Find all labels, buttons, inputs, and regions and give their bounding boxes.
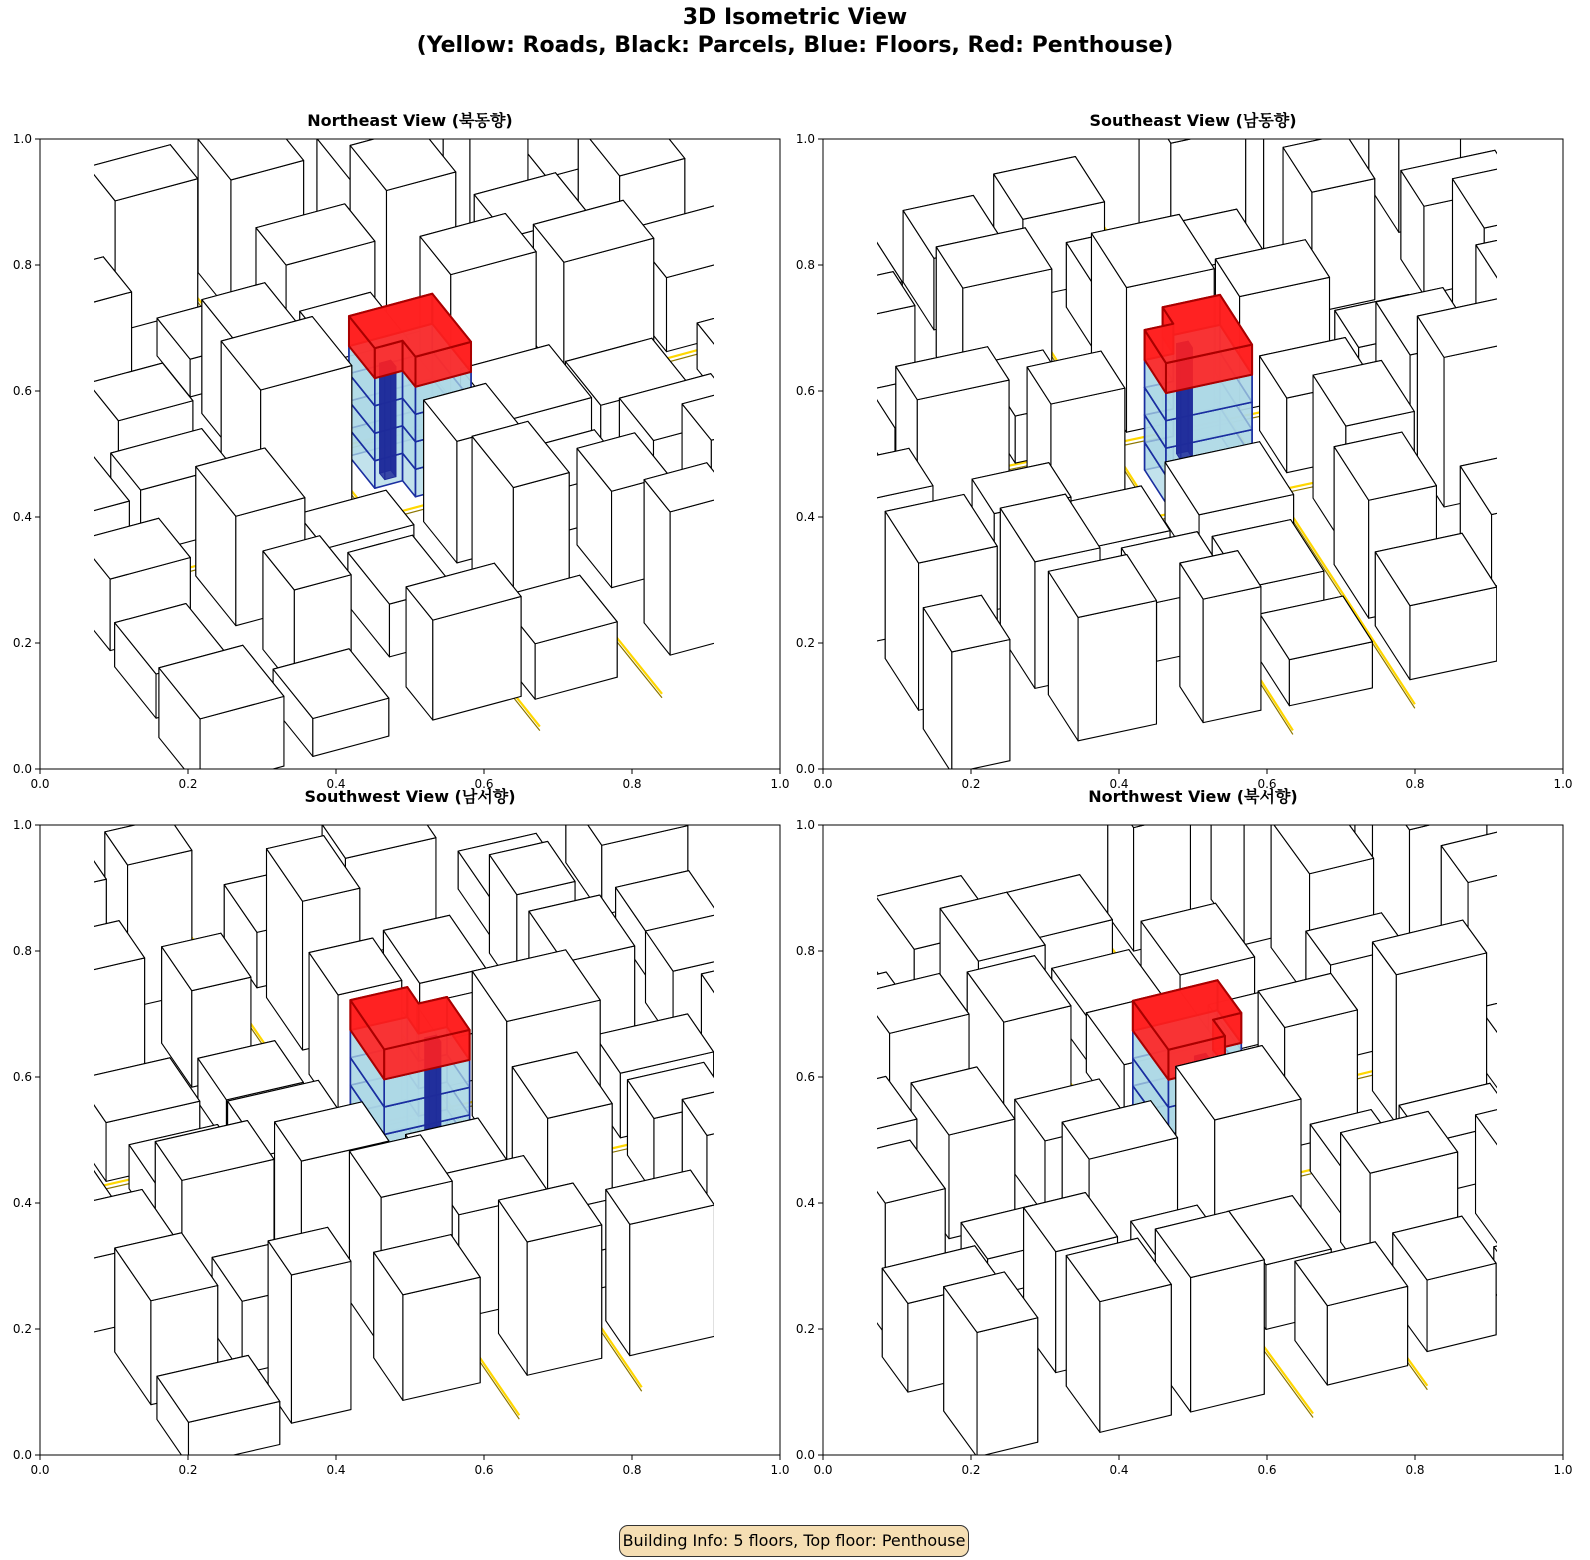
parcel-building [157,1355,280,1465]
x-tick-label: 0.8 [622,1463,642,1477]
panel-title-southwest: Southwest View (남서향) [304,787,516,806]
x-tick-label: 0.0 [30,777,50,791]
parcel-building [0,321,81,519]
x-tick-label: 0.6 [1257,1463,1277,1477]
scene-group [0,49,954,789]
parcel-building [0,1028,56,1199]
parcel-building [1503,481,1590,644]
x-tick-label: 0.8 [1405,777,1425,791]
building-info-box: Building Info: 5 floors, Top floor: Penthouse [619,1525,969,1557]
y-tick-label: 0.6 [12,384,32,398]
y-tick-label: 0.4 [795,1196,815,1210]
y-tick-label: 0.6 [795,384,815,398]
parcel-building [1066,1238,1171,1432]
x-tick-label: 1.0 [1553,777,1573,791]
x-tick-label: 0.2 [178,777,198,791]
y-tick-label: 0.8 [795,944,815,958]
parcel-building [1494,1225,1590,1333]
parcel-building [268,1227,351,1423]
x-tick-label: 0.8 [1405,1463,1425,1477]
y-tick-label: 0.4 [12,1196,32,1210]
isometric-scene-0 [12,132,790,791]
x-tick-label: 1.0 [770,777,790,791]
x-tick-label: 0.2 [961,1463,981,1477]
y-tick-label: 1.0 [795,818,815,832]
y-tick-label: 0.8 [12,944,32,958]
x-tick-label: 1.0 [1553,1463,1573,1477]
scene-group [658,48,1590,773]
y-tick-label: 0.8 [795,258,815,272]
parcel-building [273,649,389,757]
y-tick-label: 0.4 [795,510,815,524]
y-tick-label: 1.0 [12,818,32,832]
parcel-building [701,956,811,1100]
axes-northwest-view [795,818,1573,1477]
y-tick-label: 0.4 [12,510,32,524]
y-tick-label: 0.2 [795,636,815,650]
x-tick-label: 1.0 [770,1463,790,1477]
parcel-building [768,1033,873,1200]
y-tick-label: 0.0 [12,762,32,776]
parcel-building [644,463,733,655]
parcel-building [944,1272,1038,1457]
parcel-building [606,1170,715,1356]
parcel-building [374,1235,480,1401]
isometric-scene-3 [795,818,1573,1477]
parcel-building [0,209,91,366]
isometric-scene-1 [795,132,1573,791]
x-tick-label: 0.4 [326,1463,346,1477]
parcel-building [1515,328,1590,494]
x-tick-label: 0.4 [1109,1463,1129,1477]
scene-group [651,724,1590,1457]
x-tick-label: 0.6 [474,1463,494,1477]
parcel-building [1476,1098,1569,1246]
parcel-building [1532,1000,1590,1166]
axes-southeast-view [795,132,1573,791]
parcel-building [1295,1242,1408,1385]
x-tick-label: 0.0 [813,777,833,791]
x-tick-label: 0.6 [1257,777,1277,791]
panel-title-northeast: Northeast View (북동향) [307,111,513,130]
y-tick-label: 0.6 [12,1070,32,1084]
core-shaft [380,360,396,479]
y-tick-label: 0.0 [795,1448,815,1462]
y-tick-label: 0.2 [12,1322,32,1336]
y-tick-label: 0.6 [795,1070,815,1084]
scene-group [0,773,928,1465]
parcel-building [1568,1139,1590,1243]
parcel-building [1180,551,1261,723]
y-tick-label: 1.0 [795,132,815,146]
parcel-building [159,645,284,788]
x-tick-label: 0.2 [961,777,981,791]
x-tick-label: 0.0 [813,1463,833,1477]
parcel-building [1048,555,1156,741]
y-tick-label: 1.0 [12,132,32,146]
x-tick-label: 0.0 [30,1463,50,1477]
parcel-building [0,834,106,1047]
axes-northeast-view [12,132,790,791]
parcel-building [406,563,521,720]
figure-title-line2: (Yellow: Roads, Black: Parcels, Blue: Floors, Red: Penthouse) [416,33,1174,58]
parcel-building [0,274,38,466]
y-tick-label: 0.2 [795,1322,815,1336]
parcel-building [1573,360,1590,556]
figure-title [0,4,1590,60]
figure-title-line1: 3D Isometric View [682,5,908,30]
x-tick-label: 0.2 [178,1463,198,1477]
y-tick-label: 0.0 [12,1448,32,1462]
parcel-building [1393,1216,1496,1351]
panel-title-northwest: Northwest View (북서향) [1088,787,1298,806]
y-tick-label: 0.2 [12,636,32,650]
x-tick-label: 0.8 [622,777,642,791]
x-tick-label: 0.4 [1109,777,1129,791]
parcel-building [697,302,811,415]
parcel-building [499,1183,602,1375]
parcel-building [923,595,1010,773]
isometric-scene-2 [12,818,790,1477]
y-tick-label: 0.8 [12,258,32,272]
y-tick-label: 0.0 [795,762,815,776]
panel-title-southeast: Southeast View (남동향) [1089,111,1297,130]
axes-southwest-view [12,818,790,1477]
x-tick-label: 0.6 [474,777,494,791]
x-tick-label: 0.4 [326,777,346,791]
